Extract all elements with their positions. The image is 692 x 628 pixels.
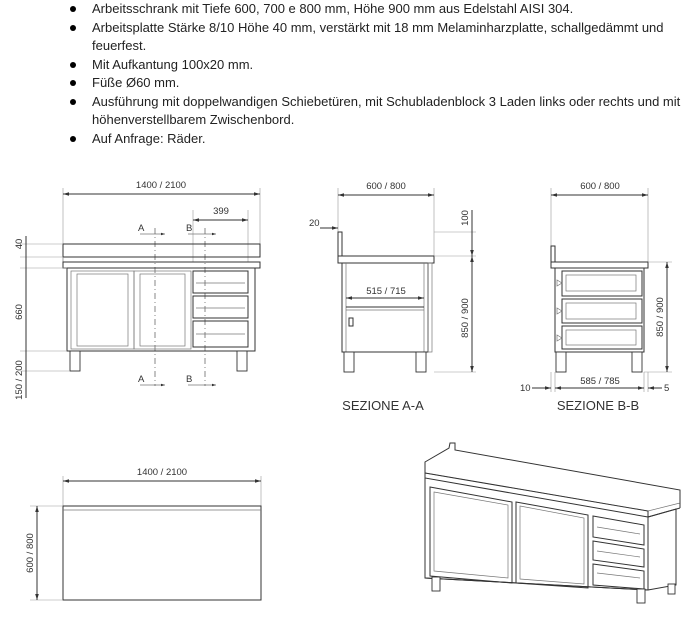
front-view <box>14 180 260 400</box>
front-top-height-label: 40 <box>14 238 25 250</box>
section-aa-upstand-height-label: 100 <box>460 210 471 226</box>
section-b-marker: B <box>186 223 193 234</box>
feature-item: Mit Aufkantung 100x20 mm. <box>62 56 682 75</box>
feature-item: Ausführung mit doppelwandigen Schiebetüren, mit Schubladenblock 3 Laden links oder rechts und mit höhenverstellbarem Zwischenbord. <box>62 93 682 130</box>
section-aa-upstand-label: 20 <box>309 218 320 229</box>
section-aa-height-label: 850 / 900 <box>460 298 471 338</box>
front-body-height-label: 660 <box>14 304 25 320</box>
section-aa-title: SEZIONE A-A <box>342 398 424 413</box>
section-aa-inner-label: 515 / 715 <box>366 286 406 297</box>
section-bb-height-label: 850 / 900 <box>655 297 666 337</box>
plan-width-label: 1400 / 2100 <box>136 467 188 478</box>
section-a-marker: A <box>138 223 145 234</box>
section-bb-view <box>520 181 672 413</box>
plan-view <box>25 467 261 600</box>
section-bb-right-label: 5 <box>664 383 670 394</box>
section-bb-depth-label: 600 / 800 <box>580 181 620 192</box>
plan-depth-label: 600 / 800 <box>25 533 36 573</box>
feature-item: Arbeitsschrank mit Tiefe 600, 700 e 800 mm, Höhe 900 mm aus Edelstahl AISI 304. <box>62 0 682 19</box>
front-leg-height-label: 150 / 200 <box>14 360 25 400</box>
section-a-marker-bottom: A <box>138 374 145 385</box>
front-width-label: 1400 / 2100 <box>135 180 187 191</box>
isometric-view <box>425 443 680 603</box>
feature-item: Arbeitsplatte Stärke 8/10 Höhe 40 mm, verstärkt mit 18 mm Melaminharzplatte, schallgedämmt und feuerfest. <box>62 19 682 56</box>
section-aa-view <box>309 181 476 413</box>
feature-item: Auf Anfrage: Räder. <box>62 130 682 149</box>
section-b-marker-bottom: B <box>186 374 193 385</box>
section-bb-title: SEZIONE B-B <box>556 398 640 413</box>
section-bb-inner-label: 585 / 785 <box>580 376 620 387</box>
section-aa-depth-label: 600 / 800 <box>366 181 406 192</box>
drawer-width-label: 399 <box>213 206 229 217</box>
feature-item: Füße Ø60 mm. <box>62 74 682 93</box>
section-bb-left-label: 10 <box>520 383 531 394</box>
